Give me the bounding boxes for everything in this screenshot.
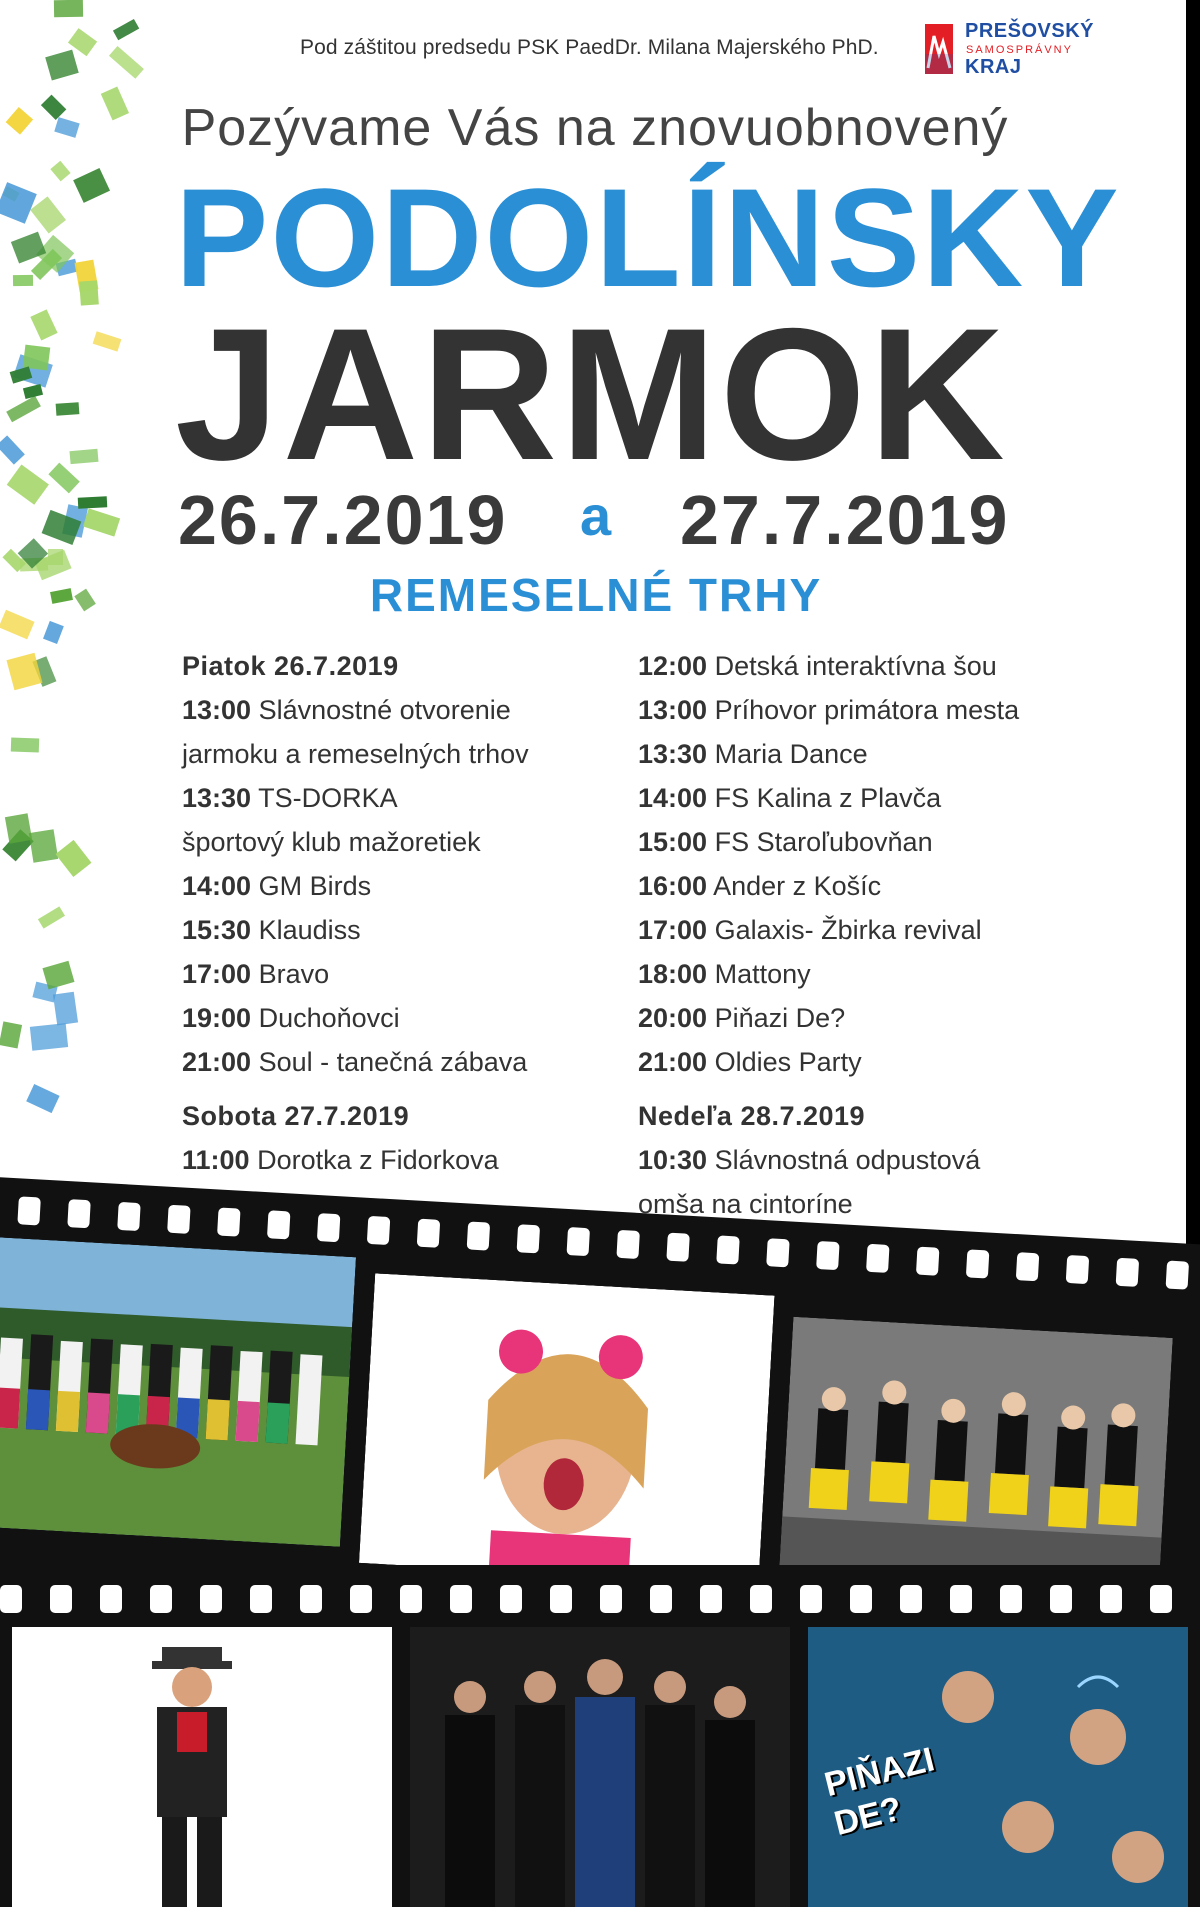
program-time: 12:00 [638,651,708,681]
confetti-piece [7,652,43,690]
program-item [638,776,1058,820]
program-act: GM Birds [258,871,372,901]
friday-program-list [182,688,642,1084]
film-perforations [0,1585,1200,1611]
program-item [638,732,1058,776]
confetti-piece [43,621,64,644]
film-hole [67,1199,91,1228]
film-hole [267,1210,291,1239]
confetti-piece [12,275,32,287]
confetti-piece [29,1023,67,1051]
program-item [182,864,642,908]
confetti-piece [93,331,122,352]
program-time: 13:00 [638,695,708,725]
program-act: FS Staroľubovňan [714,827,933,857]
program-time: 13:00 [182,695,252,725]
film-hole [367,1216,391,1245]
program-item [182,996,642,1040]
program-act: Duchoňovci [258,1003,400,1033]
confetti-piece [5,814,32,844]
invitation-text: Pozývame Vás na znovuobnovený [181,99,1009,157]
program-item [182,952,642,996]
title-line1: PODOLÍNSKY [175,159,1121,316]
confetti-piece [56,840,92,877]
confetti-piece [30,310,57,341]
film-hole [0,1585,22,1613]
program-act: Oldies Party [714,1047,862,1077]
sunday-program-list [638,1138,1058,1226]
confetti-piece [0,435,25,464]
film-hole [350,1585,372,1613]
program-act: TS-DORKA [258,783,398,813]
program-time: 15:30 [182,915,252,945]
program-left-column [182,644,642,1182]
film-hole [950,1585,972,1613]
program-item [182,820,642,864]
film-hole [17,1196,41,1225]
program-item [638,688,1058,732]
psk-logo-icon [925,24,953,74]
program-item [638,820,1058,864]
program-item [182,776,642,820]
film-hole [700,1585,722,1613]
logo-line1: PREŠOVSKÝ [965,20,1094,42]
program-item [638,996,1058,1040]
film-strip-bottom [0,1565,1200,1907]
program-time: 14:00 [182,871,252,901]
psk-logo [925,20,1125,80]
film-hole [450,1585,472,1613]
spacer [638,1084,1058,1094]
program-item [182,1040,642,1084]
program-act: jarmoku a remeselných trhov [182,739,529,769]
logo-line3: KRAJ [965,56,1022,78]
confetti-piece [0,182,37,224]
film-hole [766,1238,790,1267]
program-time: 21:00 [182,1047,252,1077]
program-item [182,688,642,732]
program-item [638,644,1058,688]
film-hole [100,1585,122,1613]
film-hole [517,1224,541,1253]
film-hole [500,1585,522,1613]
program-act: Piňazi De? [714,1003,846,1033]
program-time: 17:00 [638,915,708,945]
film-hole [167,1205,191,1234]
program-time: 17:00 [182,959,252,989]
confetti-piece [69,449,98,464]
program-item [638,952,1058,996]
film-hole [850,1585,872,1613]
program-act: Klaudiss [258,915,361,945]
confetti-piece [7,395,42,421]
film-hole [150,1585,172,1613]
program-item [638,908,1058,952]
film-hole [650,1585,672,1613]
confetti-piece [79,281,99,306]
film-hole [900,1585,922,1613]
confetti-piece [29,829,59,862]
program-act: Detská interaktívna šou [714,651,997,681]
program-item [638,864,1058,908]
film-hole [1066,1255,1090,1284]
film-hole [600,1585,622,1613]
confetti-piece [0,1022,23,1049]
saturday-heading: Sobota 27.7.2019 [182,1101,410,1131]
film-hole [317,1213,341,1242]
film-hole [750,1585,772,1613]
program-time: 11:00 [182,1145,250,1175]
film-hole [250,1585,272,1613]
title-line2: JARMOK [175,289,1008,499]
saturday-program-list [638,644,1058,1084]
film-hole [1116,1258,1140,1287]
date-connector: a [580,484,612,547]
film-hole [916,1247,940,1276]
program-time: 16:00 [638,871,708,901]
date-to: 27.7.2019 [680,481,1010,559]
confetti-piece [51,161,72,182]
film-hole [1100,1585,1122,1613]
film-hole [300,1585,322,1613]
film-hole [966,1249,990,1278]
film-hole [1000,1585,1022,1613]
date-from: 26.7.2019 [178,481,508,559]
spacer [182,1084,642,1094]
film-hole [1166,1261,1190,1290]
program-time: 14:00 [638,783,708,813]
program-act: športový klub mažoretiek [182,827,481,857]
confetti-piece [42,960,74,989]
program-act: Dorotka z Fidorkova [257,1145,499,1175]
program-act: Maria Dance [714,739,868,769]
program-item [182,908,642,952]
confetti-piece [78,497,108,510]
film-hole [866,1244,890,1273]
confetti-piece [53,992,78,1025]
program-item [638,1040,1058,1084]
film-hole [400,1585,422,1613]
film-hole [550,1585,572,1613]
program-act: Slávnostná odpustová [714,1145,981,1175]
confetti-piece [83,509,121,537]
film-hole [467,1221,491,1250]
friday-heading: Piatok 26.7.2019 [182,651,399,681]
program-item [638,1138,1058,1182]
program-act: Slávnostné otvorenie [258,695,511,725]
confetti-piece [38,907,65,929]
logo-line2: SAMOSPRÁVNY [966,44,1073,56]
film-hole [217,1207,241,1236]
photo-dorotka [359,1273,775,1585]
band-logo-text: PIŇAZI DE? [820,1740,939,1843]
film-hole [200,1585,222,1613]
confetti-piece [54,0,84,17]
program-time: 15:00 [638,827,708,857]
confetti-piece [45,50,79,81]
patronage-text: Pod záštitou predsedu PSK PaedDr. Milana Majerského PhD. [300,36,879,59]
photo-pinazi-de [808,1627,1188,1907]
film-hole [616,1230,640,1259]
program-act: Príhovor primátora mesta [714,695,1020,725]
program-act: Bravo [258,959,330,989]
program-act: Soul - tanečná zábava [258,1047,528,1077]
program-right-column [638,644,1058,1226]
film-hole [666,1233,690,1262]
film-hole [716,1235,740,1264]
film-hole [800,1585,822,1613]
photo-band [410,1627,790,1907]
program-act: FS Kalina z Plavča [714,783,942,813]
program-act: Ander z Košíc [713,871,882,901]
program-item [182,1138,642,1182]
program-time: 13:30 [638,739,708,769]
invitation-line [0,98,1200,158]
sunday-heading: Nedeľa 28.7.2019 [638,1101,866,1131]
confetti-piece [55,402,78,415]
program-time: 19:00 [182,1003,252,1033]
program-time: 18:00 [638,959,708,989]
program-time: 20:00 [638,1003,708,1033]
confetti-piece [26,1084,59,1113]
confetti-piece [113,19,140,40]
film-hole [117,1202,141,1231]
confetti-piece [30,196,66,233]
program-act: Galaxis- Žbirka revival [714,915,982,945]
confetti-piece [11,737,40,752]
confetti-piece [48,462,80,493]
photo-folk-ensemble [0,1237,356,1547]
subtitle-text: REMESELNÉ TRHY [369,569,823,621]
subtitle-line [0,568,1200,622]
program-time: 21:00 [638,1047,708,1077]
film-hole [1050,1585,1072,1613]
film-hole [566,1227,590,1256]
confetti-piece [110,46,145,79]
film-hole [50,1585,72,1613]
program-act: omša na cintoríne [638,1189,853,1219]
confetti-piece [7,465,49,505]
film-hole [816,1241,840,1270]
program-time: 10:30 [638,1145,708,1175]
film-hole [1150,1585,1172,1613]
photo-performer-hat [12,1627,392,1907]
program-time: 13:30 [182,783,252,813]
confetti-piece [23,384,43,399]
confetti-piece [73,168,109,202]
program-act: Mattony [714,959,811,989]
film-hole [1016,1252,1040,1281]
film-hole [417,1219,441,1248]
program-item [182,732,642,776]
